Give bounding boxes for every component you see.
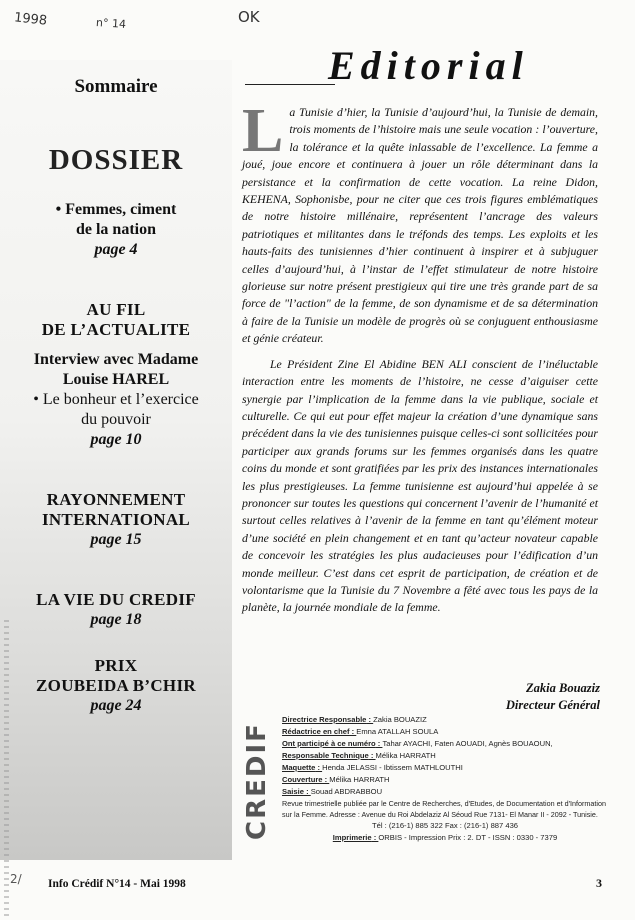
editorial-signature [410, 680, 600, 714]
toc-section-head: PRIX [94, 656, 138, 675]
credit-label: Couverture : [282, 775, 329, 784]
toc-entry-line: Louise HAREL [62, 371, 170, 388]
credit-value: Emna ATALLAH SOULA [356, 727, 439, 736]
credit-row [282, 726, 608, 738]
toc-entry-line: du pouvoir [81, 411, 151, 428]
toc-section-head: AU FIL [86, 300, 146, 319]
editorial-title: Editorial [328, 43, 529, 88]
credit-value: Mélika HARRATH [375, 751, 436, 760]
editorial-paragraph: La Tunisie d’hier, la Tunisie d’aujourd’hui, la Tunisie de demain, trois moments de l’histoire mais une seule vocation : l’ouverture, la tolérance et la quête inlassable de l’excellence. La femme a joué, joue encore et continuera à jouer un rôle déterminant dans la persistance et la confirmation de cette vocation. La reine Didon, KEHENA, Sophonisbe, pour ne citer que ces trois figures emblématiques de notre histoire millénaire, représentent l’ancrage des valeurs patriotiques et militantes dans le tréfonds des temps. Les exploits et les hauts-faits des tunisiennes d’hier continuent à inspirer et à subjuguer celles d’aujourd’hui, à l’instar de l’effet stimulateur de notre histoire glorieuse sur notre présent prestigieux qui tire une très grande part de sa force de "l’action" de la femme, de son dynamisme et de sa détermination à faire de la Tunisie un modèle de progrès où se conjuguent enthousiasme et génie créateur. [242, 97, 598, 346]
credit-row [282, 762, 608, 774]
signature-role: Directeur Général [505, 698, 600, 712]
credit-value: Tahar AYACHI, Faten AOUADI, Agnès BOUAOUN, [382, 739, 553, 748]
toc-section-head: RAYONNEMENT [46, 490, 186, 509]
toc-entry-femmes[interactable] [16, 200, 216, 260]
toc-entry-prix[interactable] [16, 656, 216, 716]
table-of-contents-sidebar [0, 60, 232, 860]
handwritten-margin-mark: 2/ [10, 872, 22, 886]
title-rule [245, 84, 335, 85]
credit-value: Henda JELASSI - Ibtissem MATHLOUTHI [322, 763, 463, 772]
dossier-heading: DOSSIER [48, 144, 184, 176]
credit-row [282, 738, 608, 750]
toc-entry-line: • Femmes, ciment [55, 201, 177, 218]
toc-page-ref: page 4 [94, 241, 138, 258]
credit-row [282, 786, 608, 798]
credit-label: Saisie : [282, 787, 311, 796]
toc-entry-rayonnement[interactable] [16, 490, 216, 550]
scan-edge-artifact [4, 620, 9, 920]
credit-value: Zakia BOUAZIZ [373, 715, 427, 724]
publication-note: Revue trimestrielle publiée par le Centre de Recherches, d'Etudes, de Documentation et d'Information sur la Femme. Adresse : Avenue du Roi Abdelaziz Al Séoud Rue 7131- El Manar II - 2092 - Tunisie. [282, 799, 606, 819]
toc-entry-line: • Le bonheur et l’exercice [33, 391, 199, 408]
toc-section-head: LA VIE DU CREDIF [36, 590, 196, 609]
toc-entry-actualite[interactable] [16, 300, 216, 450]
toc-page-ref: page 10 [90, 431, 142, 448]
contact-phone: Tél : (216-1) 885 322 Fax : (216-1) 887 436 [371, 821, 519, 830]
credits-list [282, 714, 608, 844]
printer-label: Imprimerie : [333, 833, 379, 842]
credif-logo [238, 714, 274, 854]
handwritten-year: 1998 [13, 10, 48, 29]
sommaire-title: Sommaire [74, 76, 158, 97]
credit-label: Directrice Responsable : [282, 715, 373, 724]
toc-section-head: INTERNATIONAL [41, 510, 191, 529]
credit-label: Ont participé à ce numéro : [282, 739, 382, 748]
credit-value: Mélika HARRATH [329, 775, 390, 784]
toc-section-head: ZOUBEIDA B’CHIR [36, 676, 196, 695]
toc-entry-vie-credif[interactable] [16, 590, 216, 630]
editorial-body [242, 97, 598, 625]
toc-entry-line: Interview avec Madame [33, 351, 199, 368]
printer-value: ORBIS - Impression Prix : 2. DT - ISSN : 0330 - 7379 [378, 833, 558, 842]
handwritten-issue-number: n° 14 [95, 15, 127, 32]
toc-page-ref: page 24 [90, 697, 142, 714]
handwritten-ok-mark: OK [238, 8, 260, 26]
toc-section-head: DE L’ACTUALITE [41, 320, 191, 339]
signature-name: Zakia Bouaziz [526, 681, 600, 695]
credif-logo-text: CREDIF [242, 722, 272, 840]
credit-row [282, 774, 608, 786]
credit-label: Maquette : [282, 763, 322, 772]
issue-footer: Info Crédif N°14 - Mai 1998 [48, 878, 186, 890]
credit-value: Souad ABDRABBOU [310, 787, 383, 796]
credit-row [282, 714, 608, 726]
toc-entry-line: de la nation [75, 221, 156, 238]
printer-row [282, 832, 608, 844]
editorial-paragraph: Le Président Zine El Abidine BEN ALI conscient de l’inéluctable interaction entre les moments de l’histoire, ne cesse d’aiguiser cette synergie par l’implication de la femme dans la vie publique, sociale et culturelle. Ce qui eut pour effet majeur la création d’une dynamique sans précédent dans la vie des tunisiennes puisque celles-ci sont sollicitées pour participer aux grands forums sur les femmes organisés dans les quatre coins du monde et sont gratifiées par les prix des instances internationales les plus prestigieuses. La femme tunisienne est aujourd’hui appelée à se prononcer sur toutes les questions qui concernent l’avenir de l’humanité et surtout celles relatives à l’avenir de la femme en tant qu’élément moteur d’une société en plein changement et en tant qu’acteur novateur capable de concevoir les stratégies les plus audacieuses pour l’édification d’un monde meilleur. C’est dans cet esprit de participation, de création et de volontarisme que la Tunisie du 7 Novembre a fêté avec tous les pays de la planète, la journée mondiale de la femme. [242, 356, 598, 615]
toc-page-ref: page 15 [90, 531, 142, 548]
page-number: 3 [596, 876, 602, 890]
toc-page-ref: page 18 [90, 611, 142, 628]
masthead [238, 714, 608, 854]
credit-row [282, 750, 608, 762]
credit-label: Rédactrice en chef : [282, 727, 356, 736]
credit-label: Responsable Technique : [282, 751, 376, 760]
